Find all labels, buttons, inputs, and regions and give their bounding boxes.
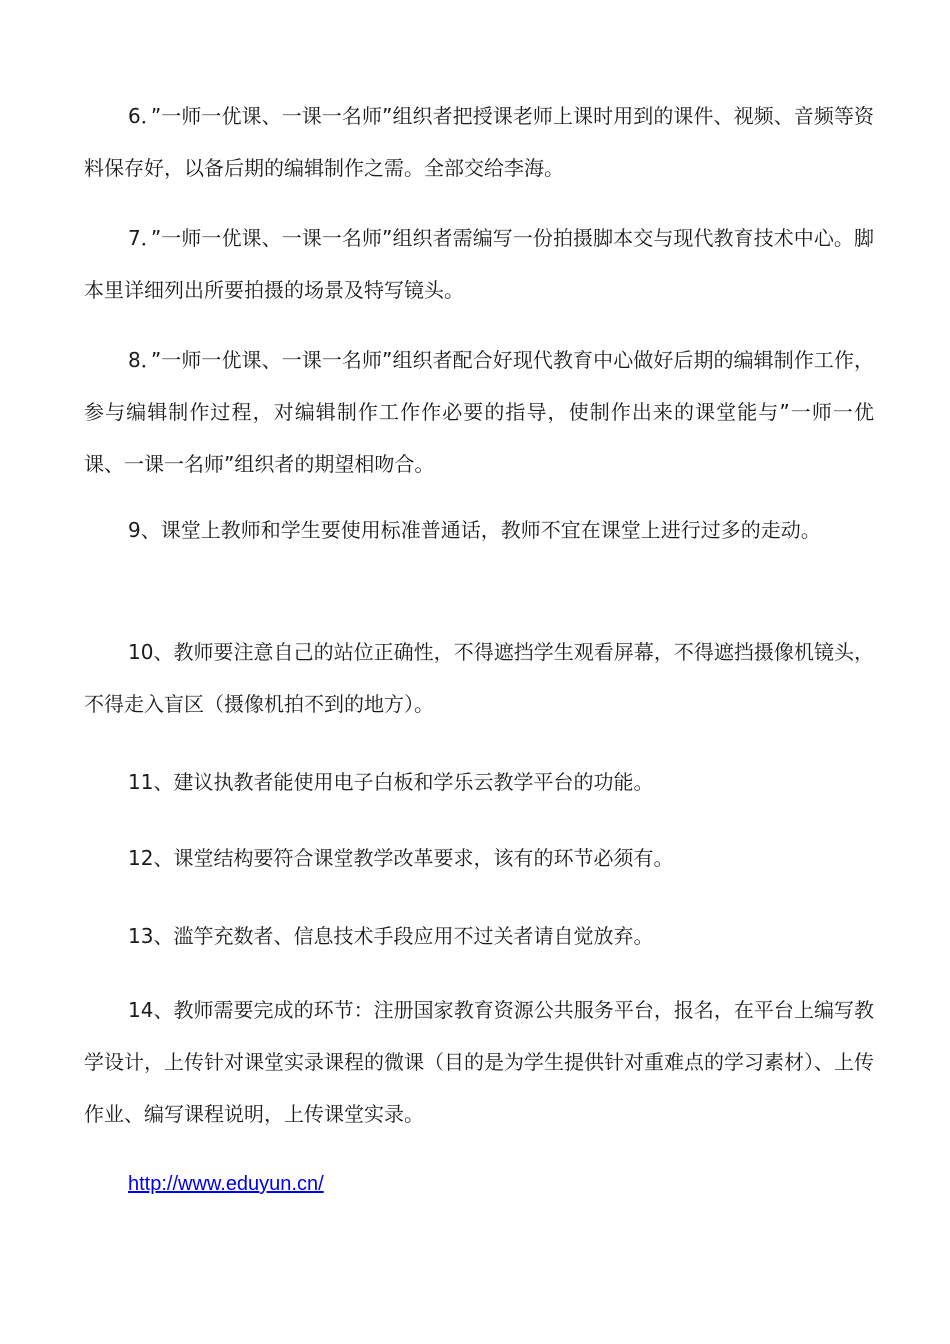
paragraph-item-8: 8．”一师一优课、一课一名师”组织者配合好现代教育中心做好后期的编辑制作工作，参与编辑制作过程，对编辑制作工作作必要的指导，使制作出来的课堂能与”一师一优课、一课一名师”组织者的期望相吻合。 bbox=[84, 348, 874, 476]
eduyun-link[interactable]: http://www.eduyun.cn/ bbox=[128, 1173, 324, 1195]
paragraph-item-14: 14、教师需要完成的环节：注册国家教育资源公共服务平台，报名，在平台上编写教学设计，上传针对课堂实录课程的微课（目的是为学生提供针对重难点的学习素材）、上传作业、编写课程说明，上传课堂实录。 bbox=[84, 998, 874, 1126]
paragraph-item-11: 11、建议执教者能使用电子白板和学乐云教学平台的功能。 bbox=[128, 770, 654, 794]
paragraph-item-6: 6．”一师一优课、一课一名师”组织者把授课老师上课时用到的课件、视频、音频等资料保存好，以备后期的编辑制作之需。全部交给李海。 bbox=[84, 104, 874, 180]
paragraph-item-9: 9、课堂上教师和学生要使用标准普通话，教师不宜在课堂上进行过多的走动。 bbox=[128, 518, 821, 542]
paragraph-item-13: 13、滥竽充数者、信息技术手段应用不过关者请自觉放弃。 bbox=[128, 924, 654, 948]
paragraph-item-12: 12、课堂结构要符合课堂教学改革要求，该有的环节必须有。 bbox=[128, 846, 674, 870]
paragraph-item-10: 10、教师要注意自己的站位正确性，不得遮挡学生观看屏幕，不得遮挡摄像机镜头，不得走入盲区（摄像机拍不到的地方）。 bbox=[84, 640, 874, 716]
paragraph-item-7: 7．”一师一优课、一课一名师”组织者需编写一份拍摄脚本交与现代教育技术中心。脚本里详细列出所要拍摄的场景及特写镜头。 bbox=[84, 226, 874, 302]
